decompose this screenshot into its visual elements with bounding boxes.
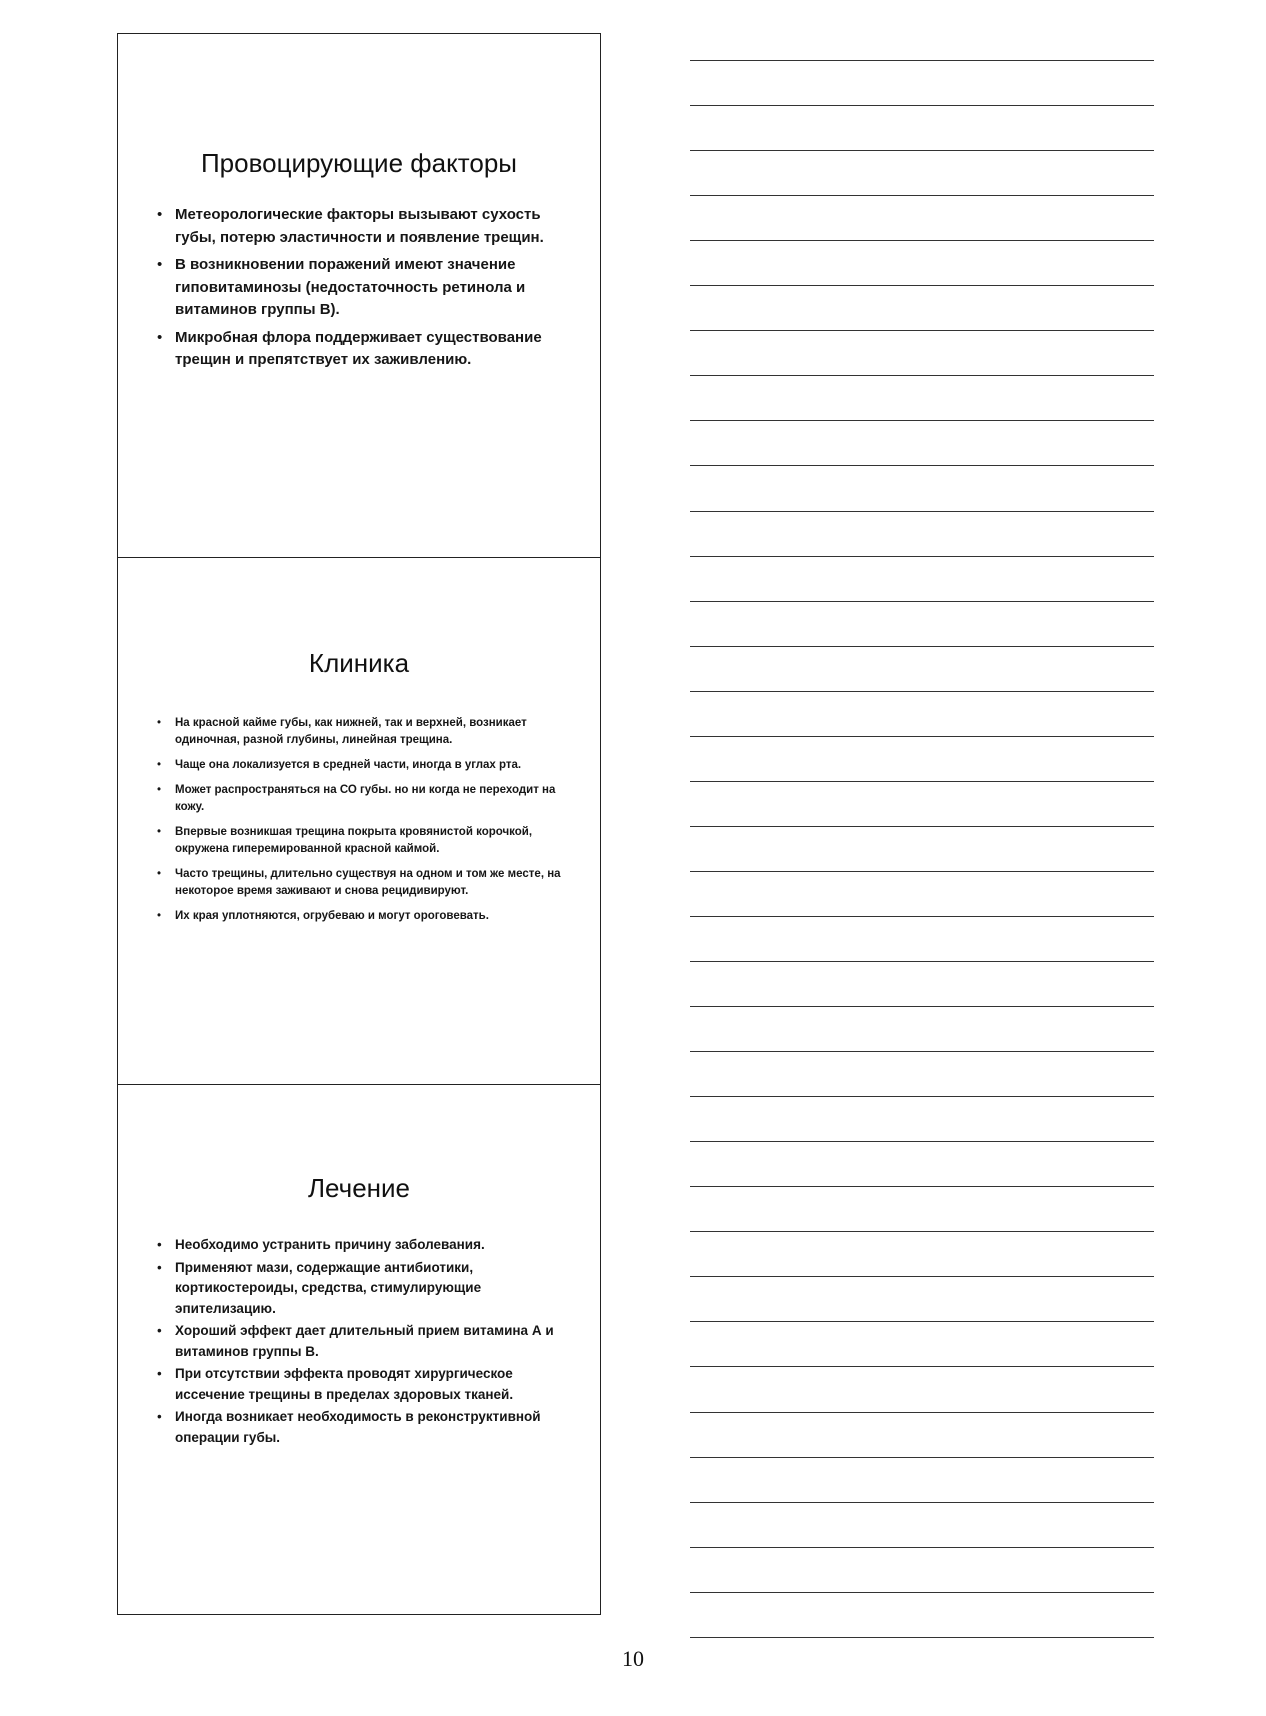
bullet-item: • Чаще она локализуется в средней части, иногда в углах рта. — [175, 757, 580, 774]
note-line — [690, 105, 1154, 106]
slide-title: Лечение — [307, 1173, 410, 1203]
slide-clinic — [118, 557, 600, 1084]
note-line — [690, 1412, 1154, 1413]
bullet-item: • При отсутствии эффекта проводят хирургическое иссечение трещины в пределах здоровых тканей. — [175, 1364, 580, 1405]
slides-column — [117, 33, 601, 1615]
note-line — [690, 1502, 1154, 1503]
note-line — [690, 1276, 1154, 1277]
note-line — [690, 60, 1154, 61]
bullet-list — [175, 204, 575, 377]
bullet-item: • Может распространяться на СО губы. но ни когда не переходит на кожу. — [175, 782, 580, 816]
bullet-item: • На красной кайме губы, как нижней, так и верхней, возникает одиночная, разной глубины, линейная трещина. — [175, 715, 580, 749]
slide-title: Провоцирующие факторы — [200, 148, 517, 178]
note-line — [690, 375, 1154, 376]
bullet-item: • Метеорологические факторы вызывают сухость губы, потерю эластичности и появление трещин. — [175, 204, 575, 249]
note-line — [690, 691, 1154, 692]
note-line — [690, 1321, 1154, 1322]
bullet-item: • Применяют мази, содержащие антибиотики, кортикостероиды, средства, стимулирующие эпителизацию. — [175, 1258, 580, 1320]
bullet-item: • Необходимо устранить причину заболевания. — [175, 1235, 580, 1256]
bullet-list — [175, 715, 580, 933]
page-number: 10 — [622, 1646, 644, 1671]
note-line — [690, 150, 1154, 151]
note-line — [690, 826, 1154, 827]
note-line — [690, 736, 1154, 737]
note-line — [690, 1051, 1154, 1052]
bullet-item: • Иногда возникает необходимость в реконструктивной операции губы. — [175, 1407, 580, 1448]
notes-lines-area — [690, 0, 1154, 1716]
note-line — [690, 916, 1154, 917]
note-line — [690, 1141, 1154, 1142]
note-line — [690, 961, 1154, 962]
note-line — [690, 1547, 1154, 1548]
note-line — [690, 601, 1154, 602]
bullet-item: • Их края уплотняются, огрубеваю и могут ороговевать. — [175, 908, 580, 925]
note-line — [690, 1006, 1154, 1007]
note-line — [690, 511, 1154, 512]
note-line — [690, 465, 1154, 466]
bullet-item: • В возникновении поражений имеют значение гиповитаминозы (недостаточность ретинола и витаминов группы В). — [175, 254, 575, 322]
note-line — [690, 1366, 1154, 1367]
bullet-item: • Впервые возникшая трещина покрыта кровянистой корочкой, окружена гиперемированной красной каймой. — [175, 824, 580, 858]
note-line — [690, 871, 1154, 872]
note-line — [690, 646, 1154, 647]
note-line — [690, 195, 1154, 196]
bullet-item: • Микробная флора поддерживает существование трещин и препятствует их заживлению. — [175, 327, 575, 372]
note-line — [690, 240, 1154, 241]
slide-treatment — [118, 1084, 600, 1616]
note-line — [690, 781, 1154, 782]
slide-title: Клиника — [308, 648, 410, 678]
slide-provoking-factors — [118, 34, 600, 557]
note-line — [690, 285, 1154, 286]
note-line — [690, 330, 1154, 331]
note-line — [690, 1231, 1154, 1232]
note-line — [690, 1457, 1154, 1458]
note-line — [690, 1637, 1154, 1638]
note-line — [690, 420, 1154, 421]
bullet-item: • Хороший эффект дает длительный прием витамина А и витаминов группы В. — [175, 1321, 580, 1362]
bullet-list — [175, 1235, 580, 1450]
note-line — [690, 1096, 1154, 1097]
bullet-item: • Часто трещины, длительно существуя на одном и том же месте, на некоторое время заживают и снова рецидивируют. — [175, 866, 580, 900]
note-line — [690, 1186, 1154, 1187]
note-line — [690, 1592, 1154, 1593]
note-line — [690, 556, 1154, 557]
